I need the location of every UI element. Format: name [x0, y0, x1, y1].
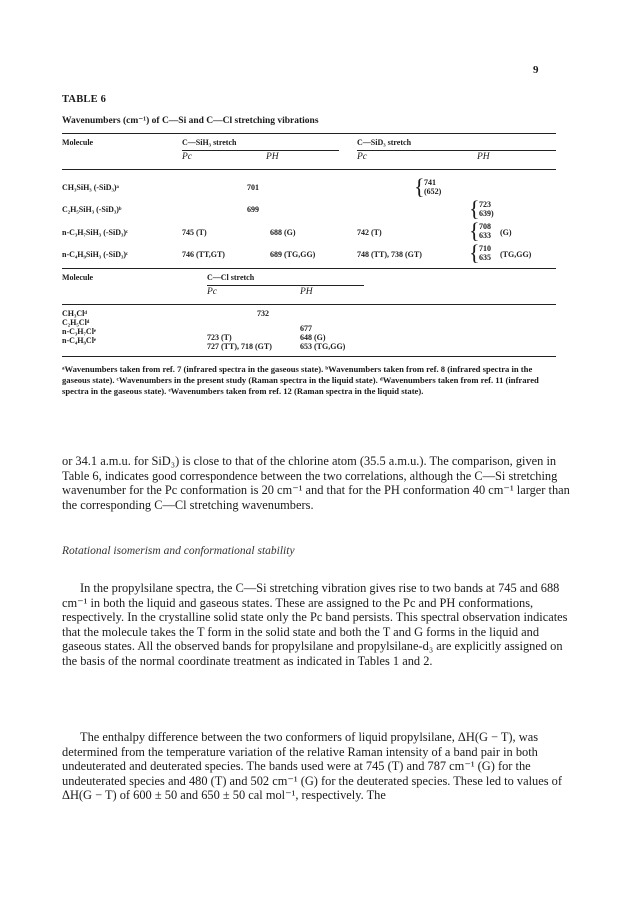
row-molecule: C₂H₅SiH₃ (-SiD₃)ᵇ — [62, 205, 122, 214]
brace-icon: { — [414, 174, 425, 199]
header-bottom-rule — [62, 169, 556, 170]
stacked-value — [479, 222, 491, 240]
row-sih3-ph: 689 (TG,GG) — [270, 250, 316, 259]
stack-bottom: 635 — [479, 253, 491, 262]
brace-icon: { — [469, 218, 480, 243]
row-sih3-single: 699 — [247, 205, 259, 214]
row2-molecule: C₂H₅Clᵈ — [62, 318, 90, 327]
row-molecule: CH₃SiH₃ (-SiD₃)ᵃ — [62, 183, 119, 192]
header-sih3-pc: Pc — [182, 152, 193, 162]
table-bottom-rule — [62, 356, 556, 357]
paragraph-2-text: In the propylsilane spectra, the C—Si stretching vibration gives rise to two bands at 745 and 688 cm⁻¹ in both the liquid and gaseous states. These are assigned to the Pc and PH conformations, respectively. In the crystalline solid state only the Pc band persists. This spectral observation indicates that the molecule takes the T form in the solid state and both the T and G forms in the liquid and gaseous states. All the observed bands for propylsilane and propylsilane-d₃ are explicitly assigned on the basis of the normal coordinate treatment as indicated in Tables 1 and 2. — [62, 581, 568, 668]
paragraph-1 — [62, 454, 577, 512]
row2-ph: 653 (TG,GG) — [300, 342, 346, 351]
header-sih3-group: C—SiH₃ stretch — [182, 138, 237, 147]
stack-top: 708 — [479, 222, 491, 231]
ccl-span-rule — [207, 285, 364, 286]
row2-pc: 727 (TT), 718 (GT) — [207, 342, 272, 351]
row2-single: 732 — [257, 309, 269, 318]
brace-icon: { — [469, 240, 480, 265]
header-molecule: Molecule — [62, 138, 94, 147]
stacked-value — [424, 178, 441, 196]
header2-ph: PH — [300, 287, 313, 297]
row-sid3-pc: 742 (T) — [357, 228, 382, 237]
row2-pc: 723 (T) — [207, 333, 232, 342]
table-label: TABLE 6 — [62, 94, 107, 105]
row2-ph: 677 — [300, 324, 312, 333]
page-number: 9 — [533, 64, 539, 76]
brace-icon: { — [469, 196, 480, 221]
stacked-value — [479, 244, 491, 262]
row2-molecule: n-C₃H₇Clᵉ — [62, 327, 96, 336]
table-top-rule — [62, 133, 556, 134]
row-sid3-ph-suffix: (TG,GG) — [500, 250, 532, 259]
footnotes-text: ᵃWavenumbers taken from ref. 7 (infrared spectra in the gaseous state). ᵇWavenumbers taken from ref. 8 (infrared spectra in the gaseous state). ᶜWavenumbers in the present study (Raman spectra in the liquid state). ᵈWavenumbers taken from ref. 11 (infrared spectra in the gaseous state). ᵉWavenumbers taken from ref. 12 (Raman spectra in the liquid state). — [62, 364, 539, 396]
paragraph-2 — [62, 581, 577, 669]
stack-top: 723 — [479, 200, 491, 209]
paragraph-3-text: The enthalpy difference between the two conformers of liquid propylsilane, ΔH(G − T), was determined from the temperature variation of the relative Raman intensity of a band pair in both undeuterated and deuterated species. The bands used were at 745 (T) and 787 cm⁻¹ (G) for the undeuterated species and 480 (T) and 502 cm⁻¹ (G) for the deuterated species. These led to values of ΔH(G − T) of 600 ± 50 and 650 ± 50 cal mol⁻¹, respectively. The — [62, 730, 562, 803]
header-sid3-ph: PH — [477, 152, 490, 162]
table-caption: Wavenumbers (cm⁻¹) of C—Si and C—Cl stretching vibrations — [62, 116, 319, 126]
table-footnotes — [62, 364, 556, 397]
paragraph-1-text: or 34.1 a.m.u. for SiD₃) is close to that of the chlorine atom (35.5 a.m.u.). The comparison, given in Table 6, indicates good correspondence between the two correlations, although the C—Si stretching wavenumber for the Pc conformation is 20 cm⁻¹ and that for the PH conformation 40 cm⁻¹ larger than the corresponding C—Cl stretching wavenumbers. — [62, 454, 570, 512]
row-sid3-pc: 748 (TT), 738 (GT) — [357, 250, 422, 259]
stack-top: 710 — [479, 244, 491, 253]
header-sid3-group: C—SiD₃ stretch — [357, 138, 412, 147]
section-divider-rule — [62, 268, 556, 269]
row-sid3-ph-suffix: (G) — [500, 228, 512, 237]
row2-molecule: n-C₄H₉Clᵉ — [62, 336, 96, 345]
header2-molecule: Molecule — [62, 273, 94, 282]
row-sih3-single: 701 — [247, 183, 259, 192]
row-molecule: n-C₄H₉SiH₃ (-SiD₃)ᶜ — [62, 250, 129, 259]
header2-ccl-group: C—Cl stretch — [207, 273, 255, 282]
stack-top: 741 — [424, 178, 436, 187]
header2-bottom-rule — [62, 304, 556, 305]
sid3-span-rule — [357, 150, 556, 151]
stack-bottom: 633 — [479, 231, 491, 240]
stacked-value — [479, 200, 494, 218]
row-sih3-pc: 746 (TT,GT) — [182, 250, 225, 259]
row-molecule: n-C₃H₇SiH₃ (-SiD₃)ᶜ — [62, 228, 129, 237]
row-sih3-pc: 745 (T) — [182, 228, 207, 237]
row2-molecule: CH₃Clᵈ — [62, 309, 88, 318]
header2-pc: Pc — [207, 287, 218, 297]
stack-bottom: (652) — [424, 187, 442, 196]
paragraph-3 — [62, 730, 577, 803]
header-sid3-pc: Pc — [357, 152, 368, 162]
row2-ph: 648 (G) — [300, 333, 326, 342]
section-heading: Rotational isomerism and conformational stability — [62, 545, 295, 557]
header-sih3-ph: PH — [266, 152, 279, 162]
stack-bottom: 639) — [479, 209, 494, 218]
sih3-span-rule — [182, 150, 339, 151]
row-sih3-ph: 688 (G) — [270, 228, 296, 237]
